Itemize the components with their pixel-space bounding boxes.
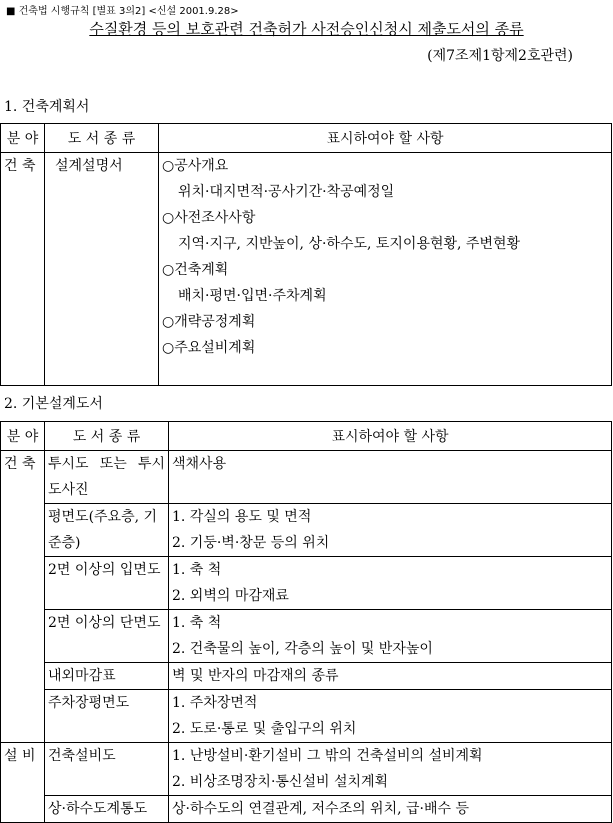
col-header-items: 표시하여야 할 사항 bbox=[169, 422, 612, 451]
col-header-doc-type: 도 서 종 류 bbox=[45, 422, 169, 451]
doc-type-cell: 2면 이상의 단면도 bbox=[45, 610, 169, 663]
items-cell bbox=[169, 451, 612, 504]
list-item: 상·하수도의 연결관계, 저수조의 위치, 급·배수 등 bbox=[172, 801, 470, 817]
list-item: 1. 난방설비·환기설비 그 밖의 건축설비의 설비계획 bbox=[172, 748, 483, 764]
list-item: 1. 각실의 용도 및 면적 bbox=[172, 509, 312, 525]
list-item: ○주요설비계획 bbox=[162, 340, 256, 356]
doc-type-cell: 2면 이상의 입면도 bbox=[45, 557, 169, 610]
doc-type-cell: 투시도 또는 투시도사진 bbox=[45, 451, 169, 504]
list-item: 색채사용 bbox=[172, 456, 227, 472]
section2-heading: 2. 기본설계도서 bbox=[4, 396, 103, 412]
regulation-header: ■ 건축법 시행규칙 [별표 3의2] <신설 2001.9.28> bbox=[6, 6, 239, 17]
list-item: ○개략공정계획 bbox=[162, 314, 256, 330]
doc-type-cell: 건축설비도 bbox=[45, 743, 169, 796]
document-subtitle: (제7조제1항제2호관련) bbox=[427, 48, 573, 64]
items-cell bbox=[169, 557, 612, 610]
list-item: 1. 주차장면적 bbox=[172, 695, 258, 711]
list-item: 2. 비상조명장치·통신설비 설치계획 bbox=[172, 774, 389, 790]
list-item: 1. 축 척 bbox=[172, 615, 222, 631]
doc-type-cell: 내외마감표 bbox=[45, 663, 169, 690]
doc-type-cell: 상·하수도계통도 bbox=[45, 796, 169, 823]
items-cell bbox=[169, 796, 612, 823]
items-cell bbox=[169, 690, 612, 743]
list-item: 배치·평면·입면·주차계획 bbox=[178, 288, 327, 304]
list-item: 1. 축 척 bbox=[172, 562, 222, 578]
doc-type-cell: 평면도(주요층, 기준층) bbox=[45, 504, 169, 557]
list-item: 지역·지구, 지반높이, 상·하수도, 토지이용현황, 주변현황 bbox=[178, 236, 521, 252]
list-item: 2. 외벽의 마감재료 bbox=[172, 588, 289, 604]
items-cell bbox=[159, 153, 612, 386]
list-item: ○사전조사사항 bbox=[162, 210, 256, 226]
document-title: 수질환경 등의 보호관련 건축허가 사전승인신청시 제출도서의 종류 bbox=[89, 20, 524, 38]
field-cell: 건 축 bbox=[1, 451, 45, 743]
list-item: 2. 건축물의 높이, 각층의 높이 및 반자높이 bbox=[172, 641, 433, 657]
section1-table bbox=[0, 123, 612, 386]
doc-type-cell: 설계설명서 bbox=[45, 153, 159, 386]
list-item: ○공사개요 bbox=[162, 158, 229, 174]
field-cell: 설 비 bbox=[1, 743, 45, 823]
list-item: 위치·대지면적·공사기간·착공예정일 bbox=[178, 184, 395, 200]
items-cell bbox=[169, 743, 612, 796]
col-header-doc-type: 도 서 종 류 bbox=[45, 124, 159, 153]
list-item: 2. 기둥·벽·창문 등의 위치 bbox=[172, 535, 330, 551]
list-item: 2. 도로·통로 및 출입구의 위치 bbox=[172, 721, 357, 737]
col-header-field: 분 야 bbox=[1, 422, 45, 451]
items-cell bbox=[169, 610, 612, 663]
section2-table bbox=[0, 421, 612, 823]
field-cell: 건 축 bbox=[1, 153, 45, 386]
section1-heading: 1. 건축계획서 bbox=[4, 99, 90, 115]
items-cell bbox=[169, 663, 612, 690]
list-item: ○건축계획 bbox=[162, 262, 229, 278]
col-header-items: 표시하여야 할 사항 bbox=[159, 124, 612, 153]
doc-type-cell: 주차장평면도 bbox=[45, 690, 169, 743]
list-item: 벽 및 반자의 마감재의 종류 bbox=[172, 668, 339, 684]
items-cell bbox=[169, 504, 612, 557]
col-header-field: 분 야 bbox=[1, 124, 45, 153]
